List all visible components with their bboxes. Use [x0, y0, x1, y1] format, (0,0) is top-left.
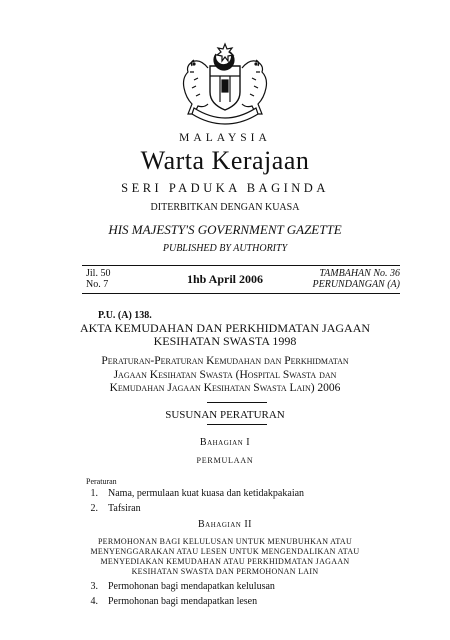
item-text: Nama, permulaan kuat kuasa dan ketidakpakaian — [108, 488, 305, 499]
regulations-title-line: Jagaan Kesihatan Swasta (Hospital Swasta dan — [113, 368, 337, 381]
item-number: 2. — [90, 503, 98, 514]
regulation-column-label: Peraturan — [86, 477, 117, 486]
gazette-title: Warta Kerajaan — [140, 146, 310, 175]
item-number: 4. — [90, 596, 98, 607]
part-2-title-line: PERMOHONAN BAGI KELULUSAN UNTUK MENUBUHKAN ATAU — [97, 537, 353, 546]
top-rule — [82, 265, 400, 266]
tambahan-label: TAMBAHAN No. 36 — [319, 268, 400, 279]
perundangan-label: PERUNDANGAN (A) — [312, 279, 400, 290]
part-2-title-line: MENYENGGARAKAN ATAU LESEN UNTUK MENGENDALIKAN ATAU — [90, 547, 360, 556]
jilid-label: Jil. 50 — [86, 268, 111, 279]
coat-of-arms-icon — [178, 40, 272, 126]
item-text: Tafsiran — [108, 503, 141, 514]
published-by-heading: PUBLISHED BY AUTHORITY — [162, 243, 288, 254]
pu-reference: P.U. (A) 138. — [98, 310, 152, 321]
list-item — [86, 488, 386, 500]
item-number: 1. — [90, 488, 98, 499]
act-title-line: KESIHATAN SWASTA 1998 — [153, 334, 297, 348]
part-2-label: Bahagian II — [198, 519, 252, 530]
act-title — [0, 322, 450, 348]
regulations-title — [0, 355, 450, 396]
part-2-title-line: MENYEDIAKAN KEMUDAHAN ATAU PERKHIDMATAN JAGAAN — [100, 557, 350, 566]
item-number: 3. — [90, 581, 98, 592]
part-1-title: PERMULAAN — [196, 456, 254, 465]
regulations-title-line: Kemudahan Jagaan Kesihatan Swasta Lain) 2006 — [109, 382, 341, 394]
bottom-rule — [82, 293, 400, 294]
arrangement-heading: SUSUNAN PERATURAN — [165, 409, 285, 421]
list-item — [86, 581, 386, 593]
part-2-title — [0, 537, 450, 577]
divider — [207, 424, 267, 425]
diterbitkan-heading: DITERBITKAN DENGAN KUASA — [150, 202, 300, 213]
list-item — [86, 503, 386, 515]
his-majesty-heading: HIS MAJESTY'S GOVERNMENT GAZETTE — [108, 222, 342, 237]
item-text: Permohonan bagi mendapatkan kelulusan — [108, 581, 275, 592]
nombor-label: No. 7 — [86, 279, 109, 290]
part-1-label: Bahagian I — [199, 437, 251, 448]
part-2-title-line: KESIHATAN SWASTA DAN PERMOHONAN LAIN — [131, 567, 319, 576]
supplement-info — [313, 268, 401, 290]
seri-paduka-heading: SERI PADUKA BAGINDA — [121, 181, 329, 195]
regulations-title-line: Peraturan-Peraturan Kemudahan dan Perkhidmatan — [101, 355, 349, 367]
list-item — [86, 596, 386, 608]
act-title-line: AKTA KEMUDAHAN DAN PERKHIDMATAN JAGAAN — [79, 321, 371, 335]
issue-date: 1hb April 2006 — [186, 272, 264, 286]
item-text: Permohonan bagi mendapatkan lesen — [108, 596, 258, 607]
country-name: MALAYSIA — [179, 132, 271, 144]
divider — [207, 402, 267, 403]
